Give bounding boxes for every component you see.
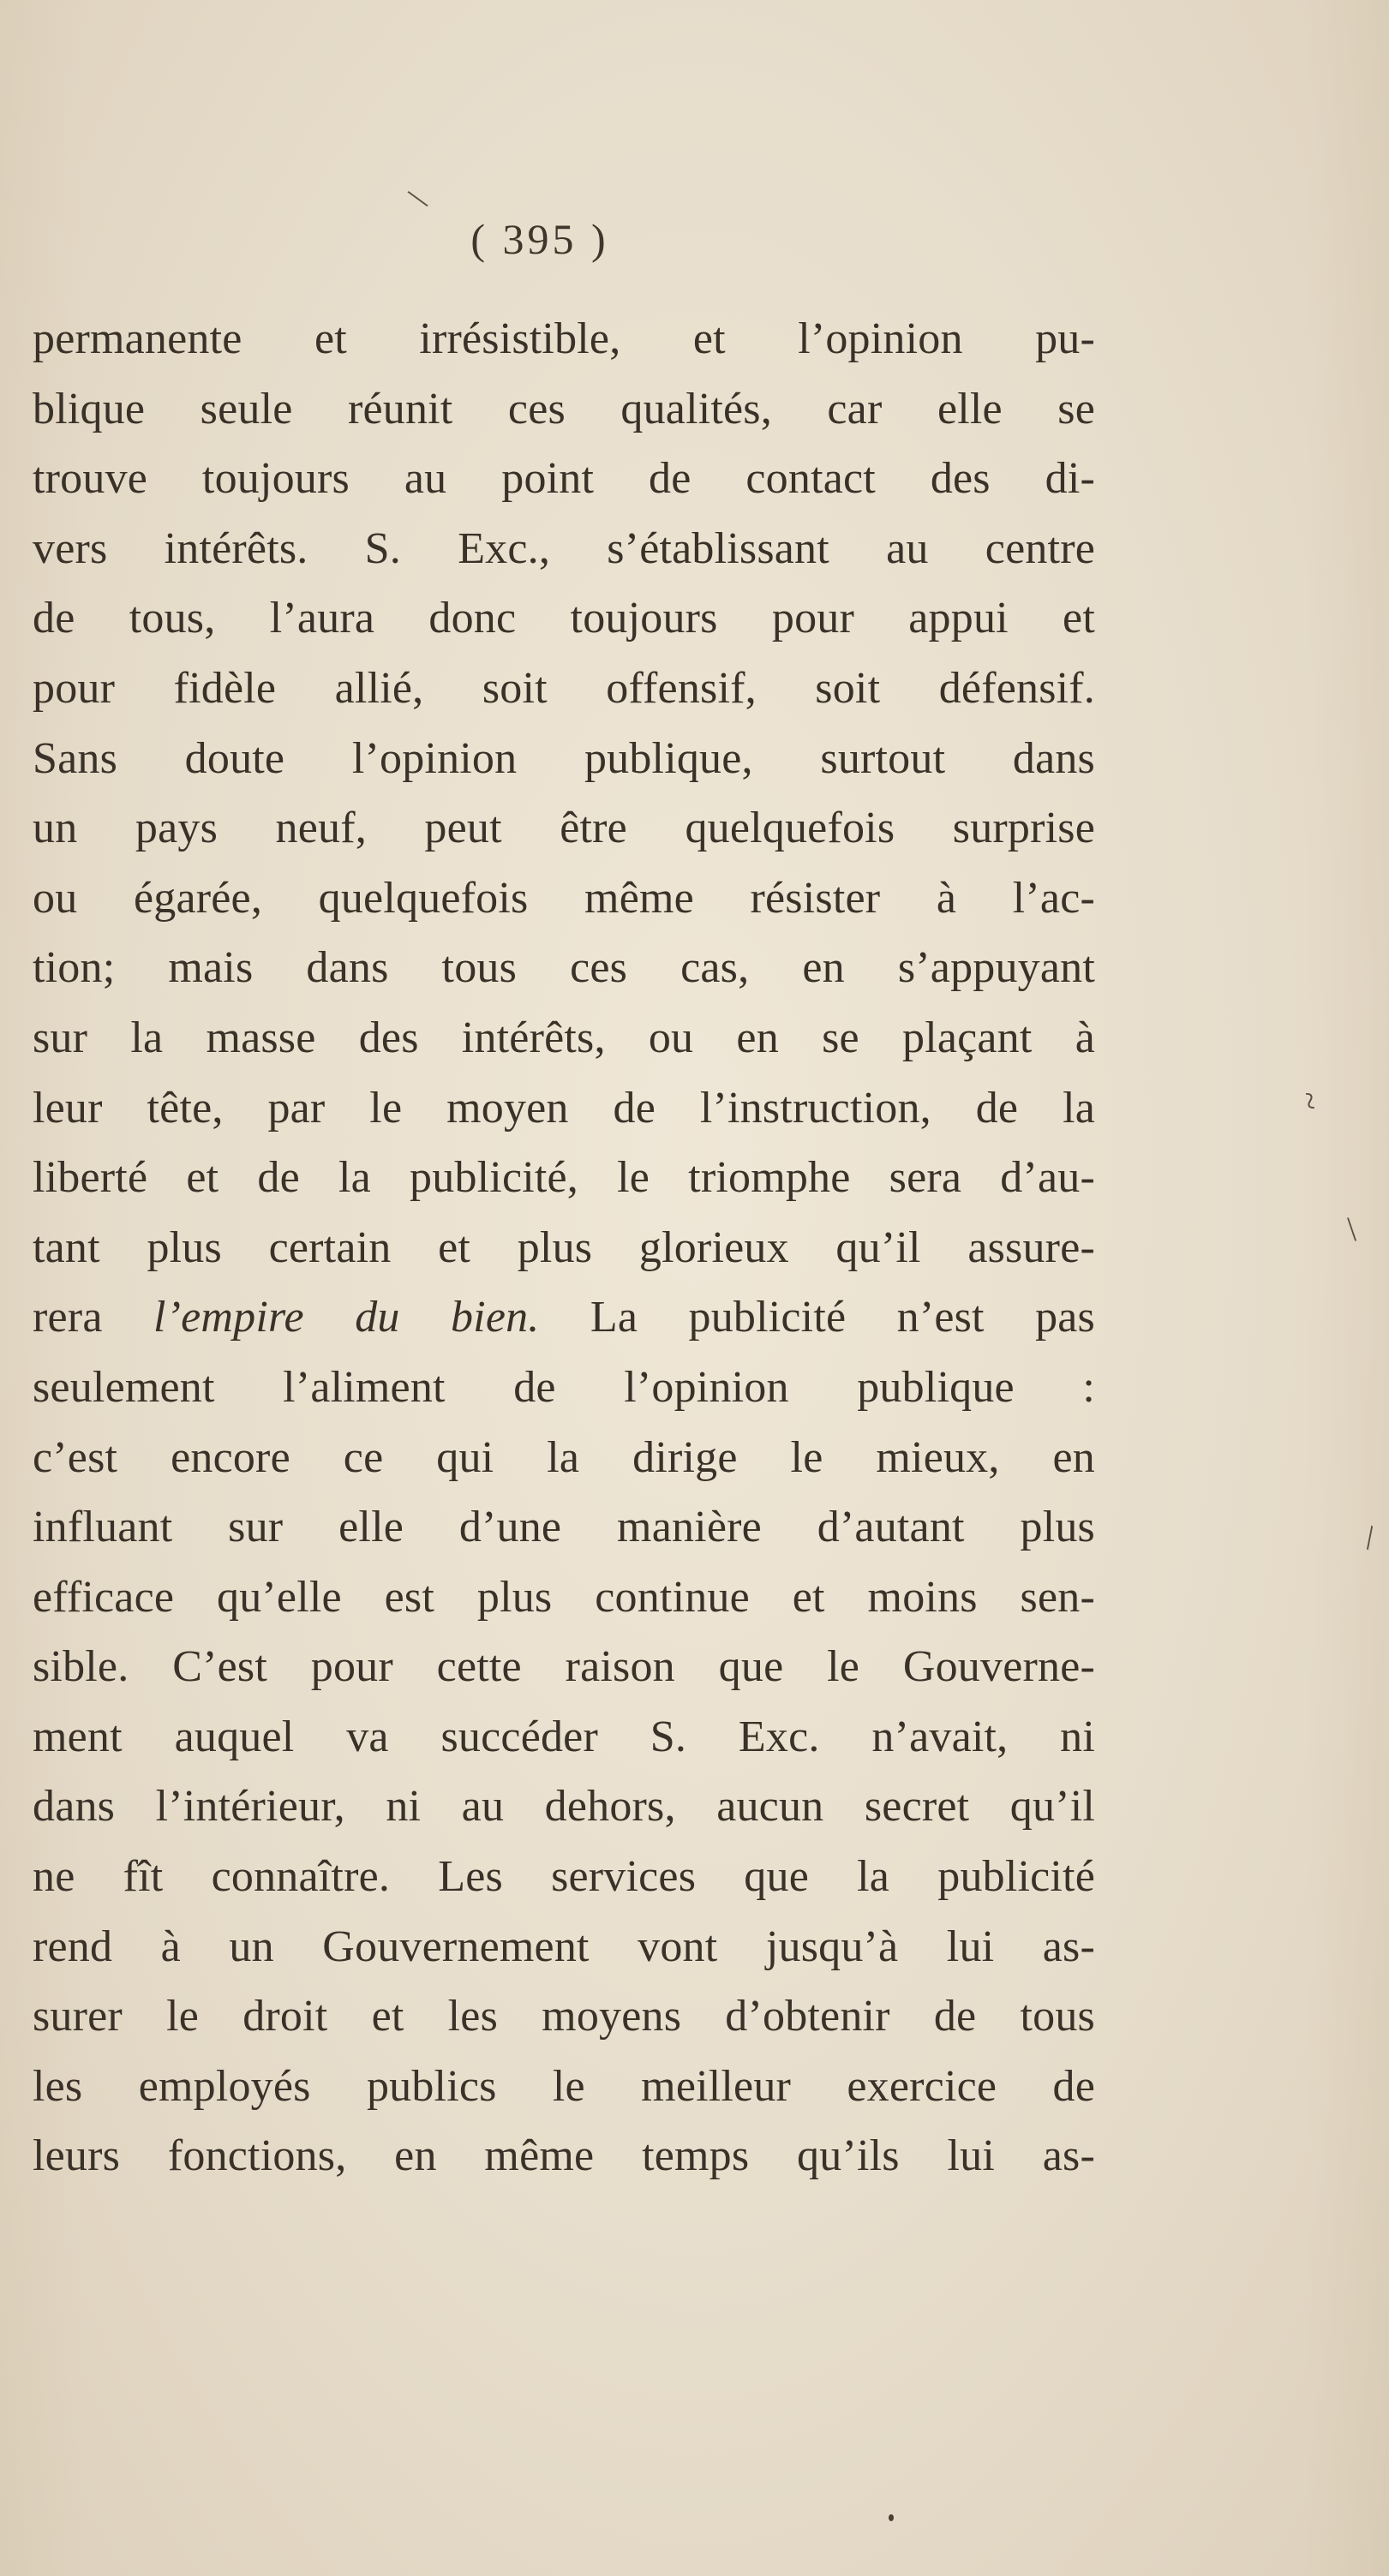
text-line: tant plus certain et plus glorieux qu’il assure- bbox=[33, 1222, 1095, 1272]
text-line: pour fidèle allié, soit offensif, soit défensif. bbox=[33, 663, 1095, 713]
ink-dot bbox=[889, 2514, 894, 2521]
text-line: seulement l’aliment de l’opinion publique : bbox=[33, 1362, 1095, 1412]
text-line: liberté et de la publicité, le triomphe sera d’au- bbox=[33, 1153, 1095, 1203]
text-line: ment auquel va succéder S. Exc. n’avait, ni bbox=[33, 1712, 1095, 1761]
text-line: un pays neuf, peut être quelquefois surprise bbox=[33, 804, 1095, 853]
text-line: les employés publics le meilleur exercice de bbox=[33, 2061, 1095, 2111]
text-line: ne fît connaître. Les services que la publicité bbox=[33, 1852, 1095, 1902]
italic-phrase: l’empire du bien. bbox=[153, 1293, 540, 1342]
text-line: permanente et irrésistible, et l’opinion pu- bbox=[33, 314, 1095, 363]
text-line: sur la masse des intérêts, ou en se plaçant à bbox=[33, 1013, 1095, 1062]
text-line: blique seule réunit ces qualités, car elle se bbox=[33, 384, 1095, 433]
text-line: vers intérêts. S. Exc., s’établissant au centre bbox=[33, 523, 1095, 573]
text-line: influant sur elle d’une manière d’autant plus bbox=[33, 1503, 1095, 1552]
stray-mark: ~ bbox=[1290, 1088, 1332, 1114]
text-line: trouve toujours au point de contact des di- bbox=[33, 454, 1095, 504]
text-line: leur tête, par le moyen de l’instruction, de la bbox=[33, 1083, 1095, 1133]
page-number: ( 395 ) bbox=[470, 215, 609, 263]
text-line: rend à un Gouvernement vont jusqu’à lui as- bbox=[33, 1922, 1095, 1971]
stray-mark: \ bbox=[402, 179, 433, 218]
text-line: Sans doute l’opinion publique, surtout dans bbox=[33, 733, 1095, 783]
text-line: leurs fonctions, en même temps qu’ils lui as- bbox=[33, 2131, 1095, 2181]
text-line: ou égarée, quelquefois même résister à l’ac- bbox=[33, 873, 1095, 923]
text-line: efficace qu’elle est plus continue et moins sen- bbox=[33, 1572, 1095, 1622]
stray-mark: \ bbox=[1347, 1210, 1357, 1248]
text-line: c’est encore ce qui la dirige le mieux, en bbox=[33, 1432, 1095, 1482]
text-line: dans l’intérieur, ni au dehors, aucun secret qu’il bbox=[33, 1782, 1095, 1832]
text-line-with-italic: rera l’empire du bien. La publicité n’est pas bbox=[33, 1293, 1095, 1342]
text-line: tion; mais dans tous ces cas, en s’appuyant bbox=[33, 943, 1095, 993]
body-text bbox=[33, 304, 1095, 2191]
text-line: surer le droit et les moyens d’obtenir de tous bbox=[33, 1992, 1095, 2041]
text-line: de tous, l’aura donc toujours pour appui et bbox=[33, 594, 1095, 643]
stray-mark: \ bbox=[1356, 1518, 1384, 1557]
text-line: sible. C’est pour cette raison que le Gouverne- bbox=[33, 1642, 1095, 1692]
